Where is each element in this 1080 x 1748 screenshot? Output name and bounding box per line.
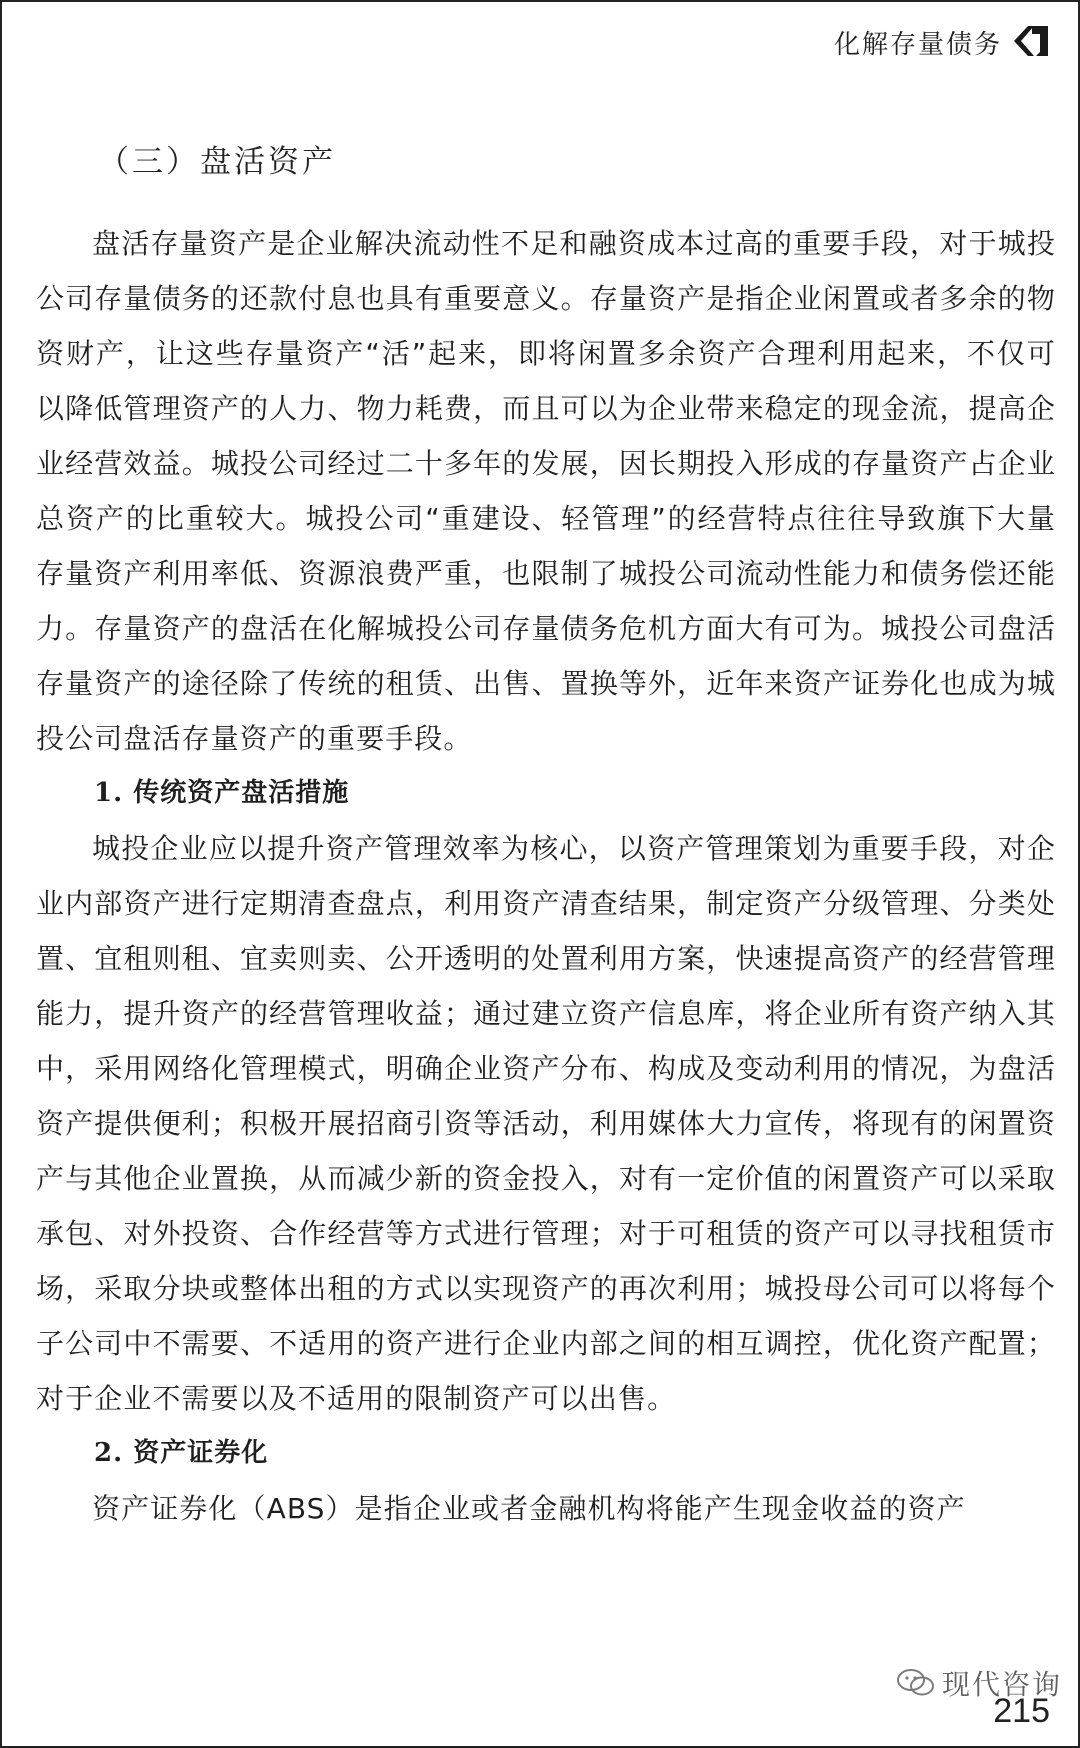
paragraph-abs: 资产证券化（ABS）是指企业或者金融机构将能产生现金收益的资产 [92,1492,966,1525]
subheading-abs: 2. 资产证券化 [94,1438,269,1468]
paragraph-intro: 盘活存量资产是企业解决流动性不足和融资成本过高的重要手段，对于城投公司存量债务的还款付息也具有重要意义。存量资产是指企业闲置或者多余的物资财产，让这些存量资产“活”起来，即将闲置多余资产合理利用起来，不仅可以降低管理资产的人力、物力耗费，而且可以为企业带来稳定的现金流，提高企业经营效益。城投公司经过二十多年的发展，因长期投入形成的存量资产占企业总资产的比重较大。城投公司“重建设、轻管理”的经营特点往往导致旗下大量存量资产利用率低、资源浪费严重，也限制了城投公司流动性能力和债务偿还能力。存量资产的盘活在化解城投公司存量债务危机方面大有可为。城投公司盘活存量资产的途径除了传统的租赁、出售、置换等外，近年来资产证券化也成为城投公司盘活存量资产的重要手段。 [36,227,1056,755]
section-title: （三）盘活资产 [98,144,336,180]
subheading-traditional: 1. 传统资产盘活措施 [94,778,350,808]
body-text [36,216,1056,1536]
wechat-icon [896,1667,936,1699]
paragraph-traditional: 城投企业应以提升资产管理效率为核心，以资产管理策划为重要手段，对企业内部资产进行定期清查盘点，利用资产清查结果，制定资产分级管理、分类处置、宜租则租、宜卖则卖、公开透明的处置利用方案，快速提高资产的经营管理能力，提升资产的经营管理收益；通过建立资产信息库，将企业所有资产纳入其中，采用网络化管理模式，明确企业资产分布、构成及变动利用的情况，为盘活资产提供便利；积极开展招商引资等活动，利用媒体大力宣传，将现有的闲置资产与其他企业置换，从而减少新的资金投入，对有一定价值的闲置资产可以采取承包、对外投资、合作经营等方式进行管理；对于可租赁的资产可以寻找租赁市场，采取分块或整体出租的方式以实现资产的再次利用；城投母公司可以将每个子公司中不需要、不适用的资产进行企业内部之间的相互调控，优化资产配置；对于企业不需要以及不适用的限制资产可以出售。 [36,832,1056,1415]
chapter-mark-icon [1010,20,1052,62]
watermark-text: 现代咨询 [942,1668,1063,1701]
running-header: 化解存量债务 [833,30,1002,60]
page-number: 215 [993,1692,1050,1730]
